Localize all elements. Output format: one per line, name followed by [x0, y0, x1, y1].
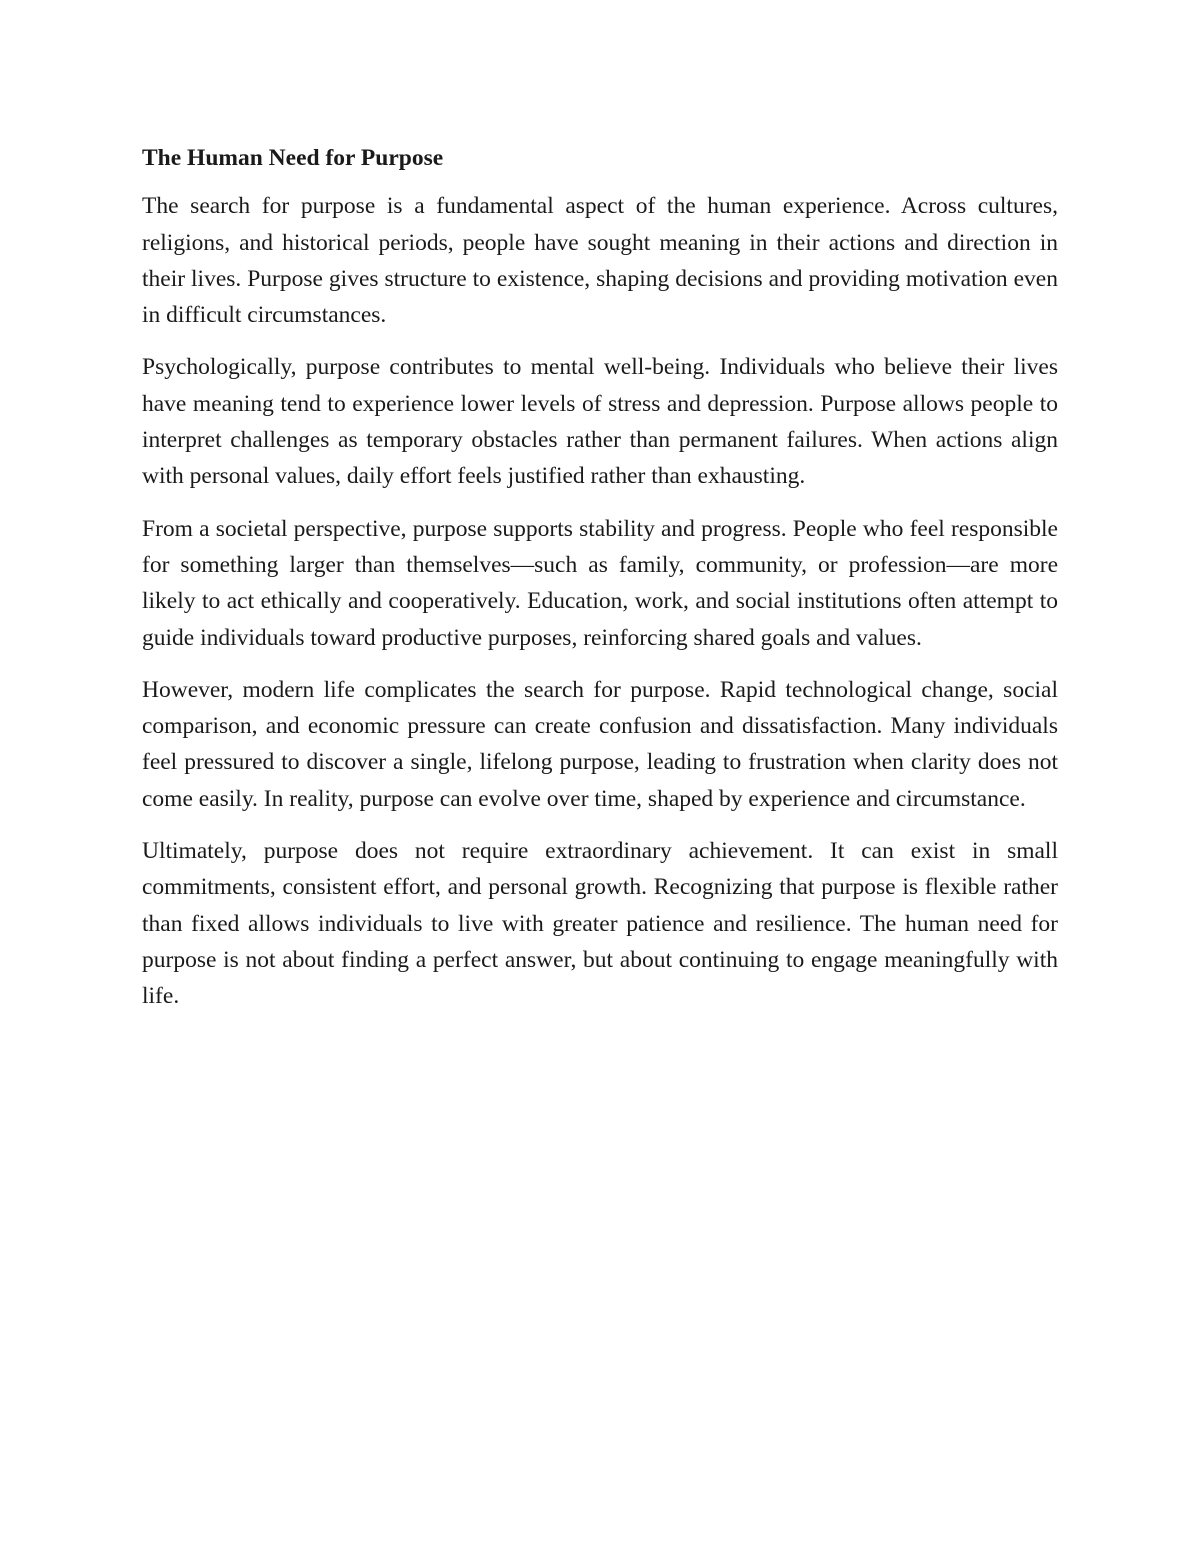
paragraph-conclusion: Ultimately, purpose does not require extraordinary achievement. It can exist in small commitments, consistent effort, and personal growth. Recognizing that purpose is flexible rather than fixed allows individuals to live with greater patience and resilience. The human need for purpose is not about finding a perfect answer, but about continuing to engage meaningfully with life. [142, 838, 1058, 1010]
document-title: The Human Need for Purpose [142, 145, 444, 171]
document-page [142, 140, 1058, 1031]
paragraph-societal: From a societal perspective, purpose supports stability and progress. People who feel responsible for something larger than themselves—such as family, community, or profession—are more likely to act ethically and cooperatively. Education, work, and social institutions often attempt to guide individuals toward productive purposes, reinforcing shared goals and values. [142, 515, 1058, 651]
paragraph-psychological: Psychologically, purpose contributes to mental well-being. Individuals who believe their lives have meaning tend to experience lower levels of stress and depression. Purpose allows people to interpret challenges as temporary obstacles rather than permanent failures. When actions align with personal values, daily effort feels justified rather than exhausting. [142, 354, 1058, 490]
paragraph-intro: The search for purpose is a fundamental aspect of the human experience. Across cultures, religions, and historical periods, people have sought meaning in their actions and direction in their lives. Purpose gives structure to existence, shaping decisions and providing motivation even in difficult circumstances. [142, 193, 1058, 329]
paragraph-modern-life: However, modern life complicates the search for purpose. Rapid technological change, social comparison, and economic pressure can create confusion and dissatisfaction. Many individuals feel pressured to discover a single, lifelong purpose, leading to frustration when clarity does not come easily. In reality, purpose can evolve over time, shaped by experience and circumstance. [142, 676, 1058, 812]
